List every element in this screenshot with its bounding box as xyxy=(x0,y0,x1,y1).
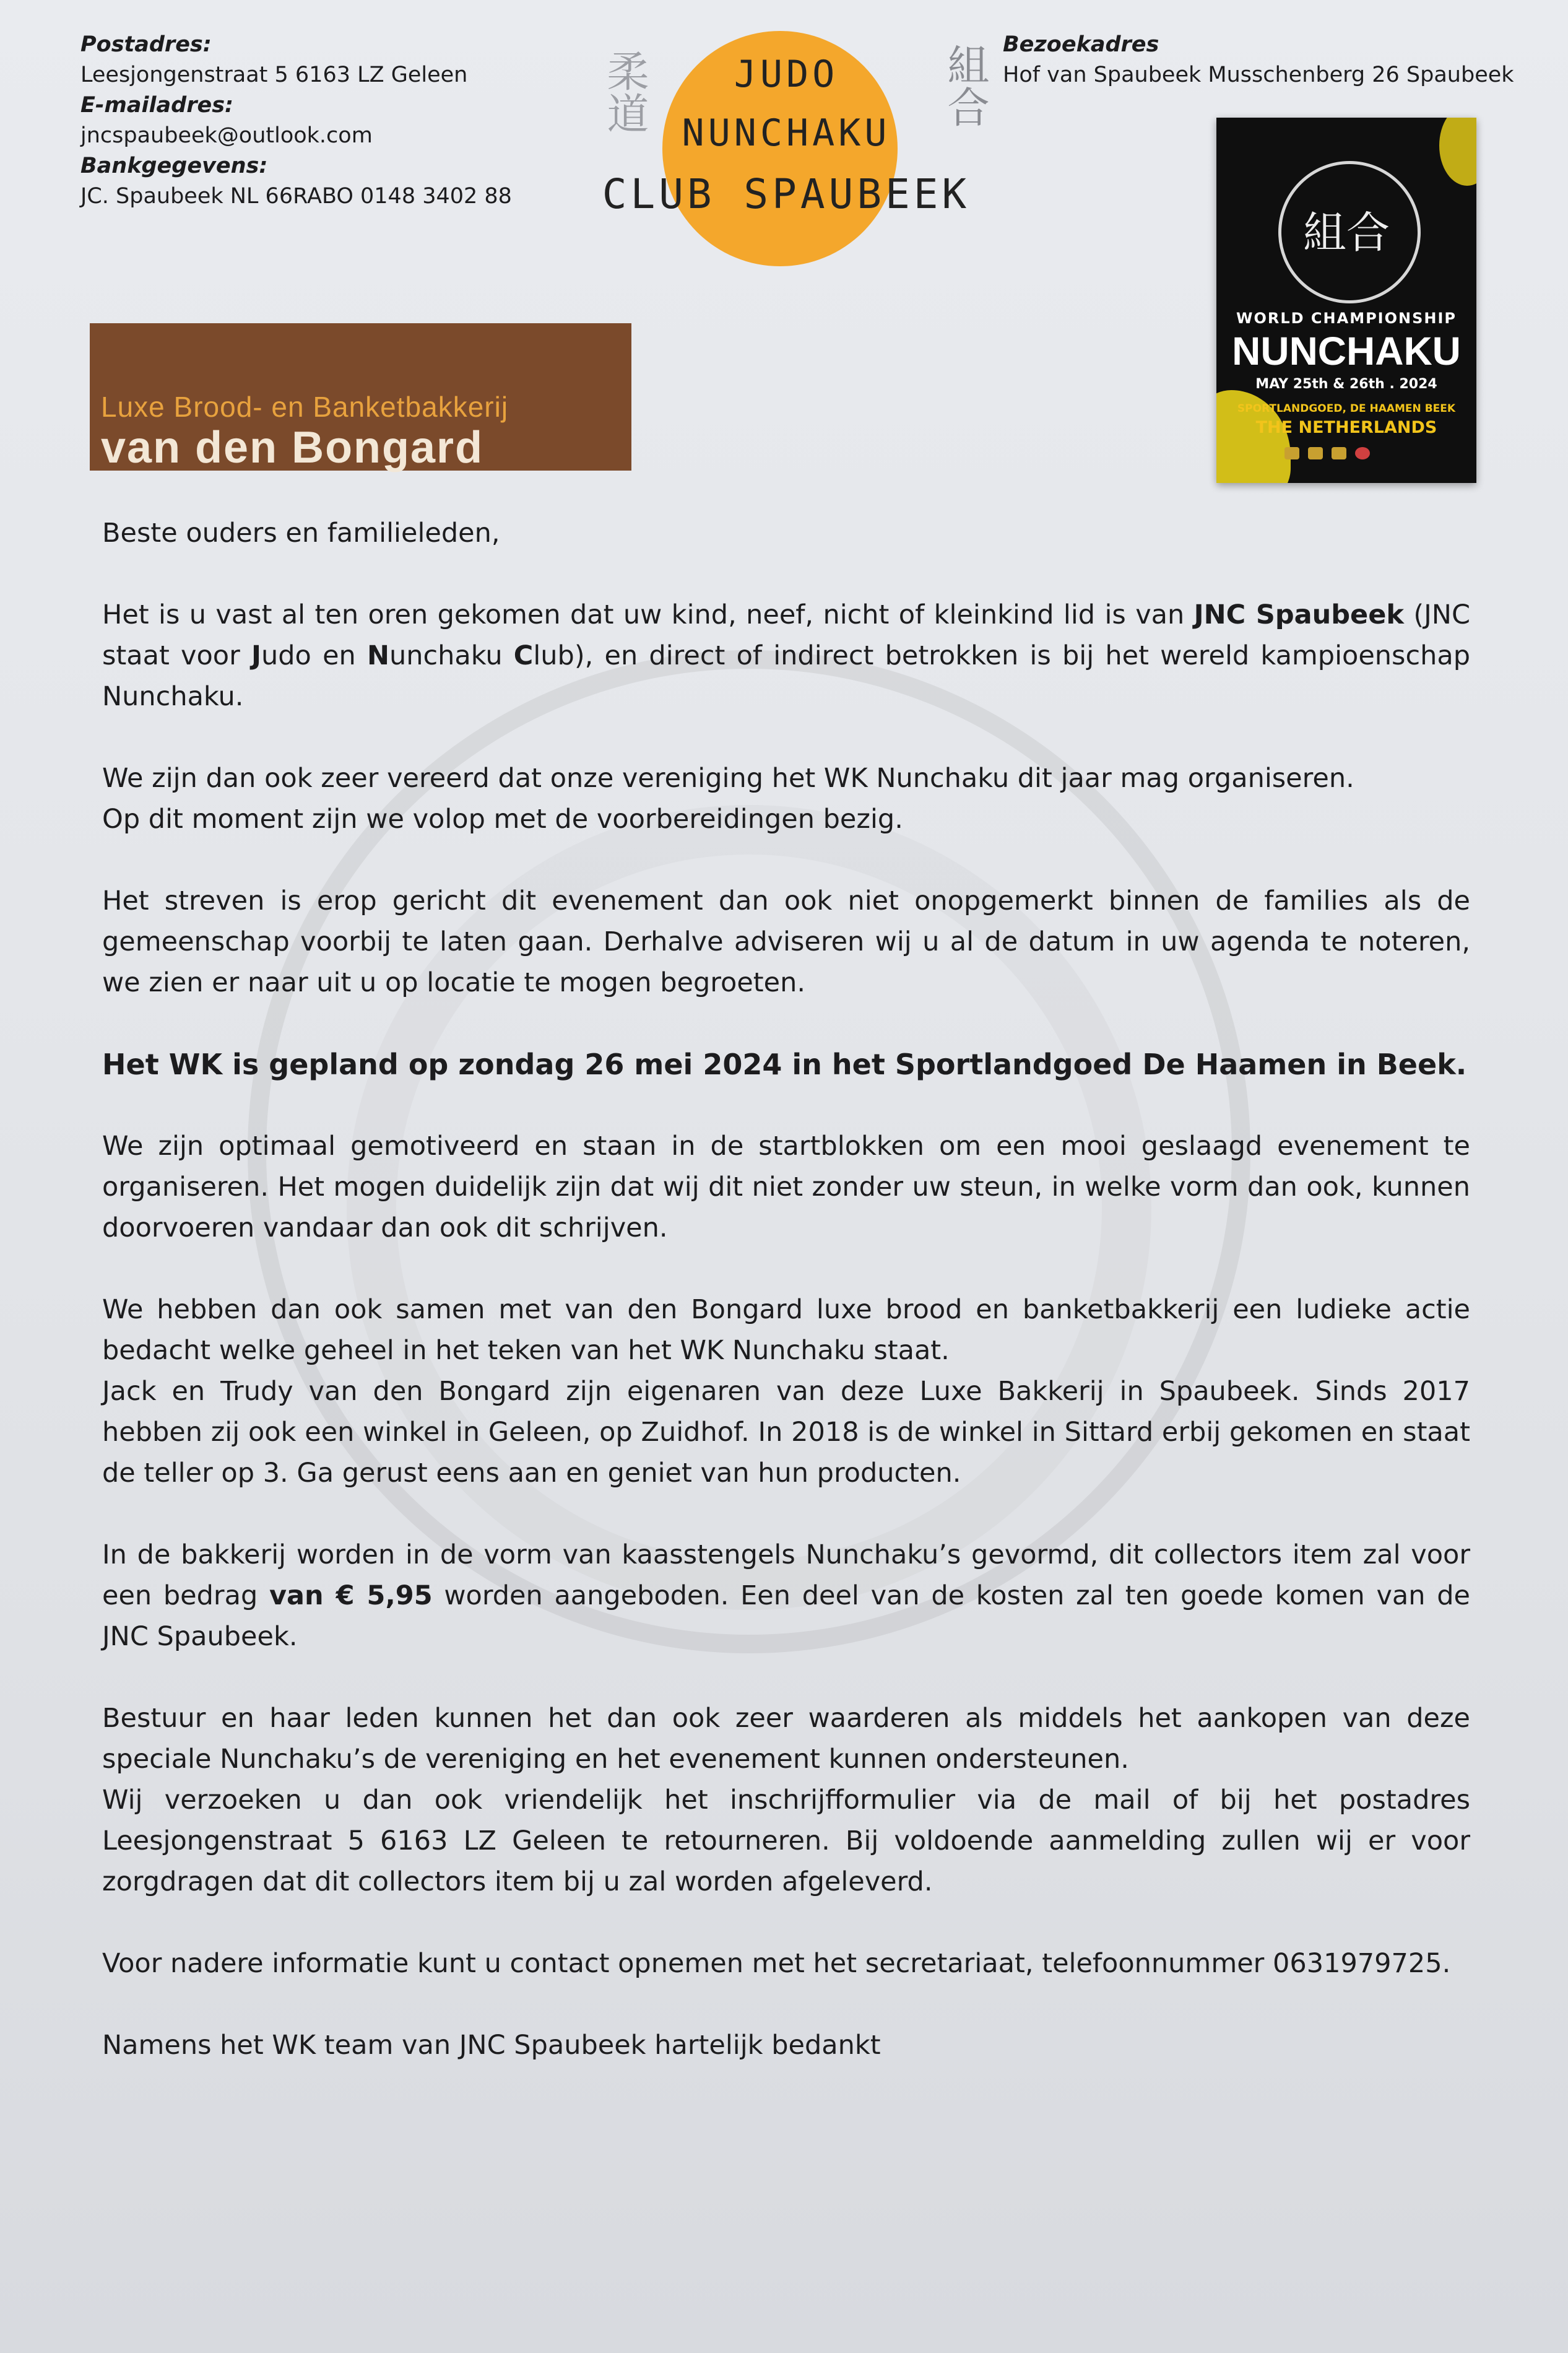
club-logo-kanji-left: 柔道 xyxy=(600,50,649,134)
postal-address-block xyxy=(80,30,512,212)
club-logo xyxy=(576,19,997,279)
poster-kanji: 組合 xyxy=(1303,207,1390,258)
paragraph-6a: We hebben dan ook samen met van den Bongard luxe brood en banketbakkerij een ludieke actie bedacht welke geheel in het teken van het WK Nunchaku staat. xyxy=(102,1294,1470,1366)
poster-title-small: WORLD CHAMPIONSHIP xyxy=(1236,310,1457,327)
email-label: E-mailadres: xyxy=(80,93,234,118)
salutation: Beste ouders en familieleden, xyxy=(102,518,500,549)
poster-yellow-splash-top xyxy=(1439,118,1476,186)
paragraph-2a: We zijn dan ook zeer vereerd dat onze vereniging het WK Nunchaku dit jaar mag organiseren. xyxy=(102,763,1354,794)
poster-venue: SPORTLANDGOED, DE HAAMEN BEEK xyxy=(1237,402,1456,415)
club-logo-line1: JUDO xyxy=(734,53,839,96)
paragraph-1: Het is u vast al ten oren gekomen dat uw kind, neef, nicht of kleinkind lid is van JNC Spaubeek (JNC staat voor Judo en Nunchaku Club), en direct of indirect betrokken is bij het wereld kampioenschap Nunchaku. xyxy=(102,599,1471,712)
event-date-line: Het WK is gepland op zondag 26 mei 2024 in het Sportlandgoed De Haamen in Beek. xyxy=(102,1048,1467,1081)
paragraph-5: We zijn optimaal gemotiveerd en staan in de startblokken om een mooi geslaagd evenement te organiseren. Het mogen duidelijk zijn dat wij dit niet zonder uw steun, in welke vorm dan ook, kunnen doorvoeren vandaar dan ook dit schrijven. xyxy=(102,1131,1470,1243)
postal-value: Leesjongenstraat 5 6163 LZ Geleen xyxy=(80,63,468,87)
bakery-tagline: Luxe Brood- en Banketbakkerij xyxy=(101,391,509,423)
championship-poster xyxy=(1216,118,1476,483)
visit-label: Bezoekadres xyxy=(1003,32,1159,57)
paragraph-3: Het streven is erop gericht dit evenement dan ook niet onopgemerkt binnen de families als de gemeenschap voorbij te laten gaan. Derhalve adviseren wij u al de datum in uw agenda te noteren, we zien er naar uit u op locatie te mogen begroeten. xyxy=(102,885,1470,998)
poster-dates: MAY 25th & 26th . 2024 xyxy=(1255,376,1437,392)
sponsor-badge xyxy=(1355,447,1370,459)
email-value: jncspaubeek@outlook.com xyxy=(80,123,373,148)
paragraph-6b: Jack en Trudy van den Bongard zijn eigenaren van deze Luxe Bakkerij in Spaubeek. Sinds 2017 hebben zij ook een winkel in Geleen, op Zuidhof. In 2018 is de winkel in Sittard erbij gekomen en staat de teller op 3. Ga gerust eens aan en geniet van hun producten. xyxy=(102,1376,1470,1489)
bakery-name: van den Bongard xyxy=(101,423,484,472)
paragraph-9: Voor nadere informatie kunt u contact opnemen met het secretariaat, telefoonnummer 0631979725. xyxy=(102,1948,1451,1979)
closing-line: Namens het WK team van JNC Spaubeek hartelijk bedankt xyxy=(102,2030,881,2061)
poster-sponsor-badges xyxy=(1284,447,1370,459)
visit-address-block xyxy=(1003,30,1514,90)
visit-value: Hof van Spaubeek Musschenberg 26 Spaubeek xyxy=(1003,63,1514,87)
paragraph-8a: Bestuur en haar leden kunnen het dan ook zeer waarderen als middels het aankopen van deze speciale Nunchaku’s de vereniging en het evenement kunnen ondersteunen. xyxy=(102,1703,1470,1775)
sponsor-badge xyxy=(1284,447,1299,459)
paragraph-7: In de bakkerij worden in de vorm van kaasstengels Nunchaku’s gevormd, dit collectors item zal voor een bedrag van € 5,95 worden aangeboden. Een deel van de kosten zal ten goede komen van de JNC Spaubeek. xyxy=(102,1539,1470,1652)
club-logo-line2: NUNCHAKU xyxy=(682,111,891,155)
bank-label: Bankgegevens: xyxy=(80,154,268,178)
poster-title-large: NUNCHAKU xyxy=(1232,329,1461,373)
paragraph-8b: Wij verzoeken u dan ook vriendelijk het inschrijfformulier via de mail of bij het postadres Leesjongenstraat 5 6163 LZ Geleen te retourneren. Bij voldoende aanmelding zullen wij er voor zorgdragen dat dit collectors item bij u zal worden afgeleverd. xyxy=(102,1785,1470,1897)
bakery-logo-banner xyxy=(90,323,631,471)
paragraph-2b: Op dit moment zijn we volop met de voorbereidingen bezig. xyxy=(102,804,903,835)
club-logo-line3: CLUB SPAUBEEK xyxy=(602,170,971,218)
club-logo-kanji-right: 組合 xyxy=(940,43,989,128)
letter-body xyxy=(102,513,1470,2066)
bank-value: JC. Spaubeek NL 66RABO 0148 3402 88 xyxy=(80,184,512,209)
postal-label: Postadres: xyxy=(80,32,212,57)
sponsor-badge xyxy=(1332,447,1346,459)
poster-country: THE NETHERLANDS xyxy=(1255,418,1437,437)
sponsor-badge xyxy=(1308,447,1323,459)
